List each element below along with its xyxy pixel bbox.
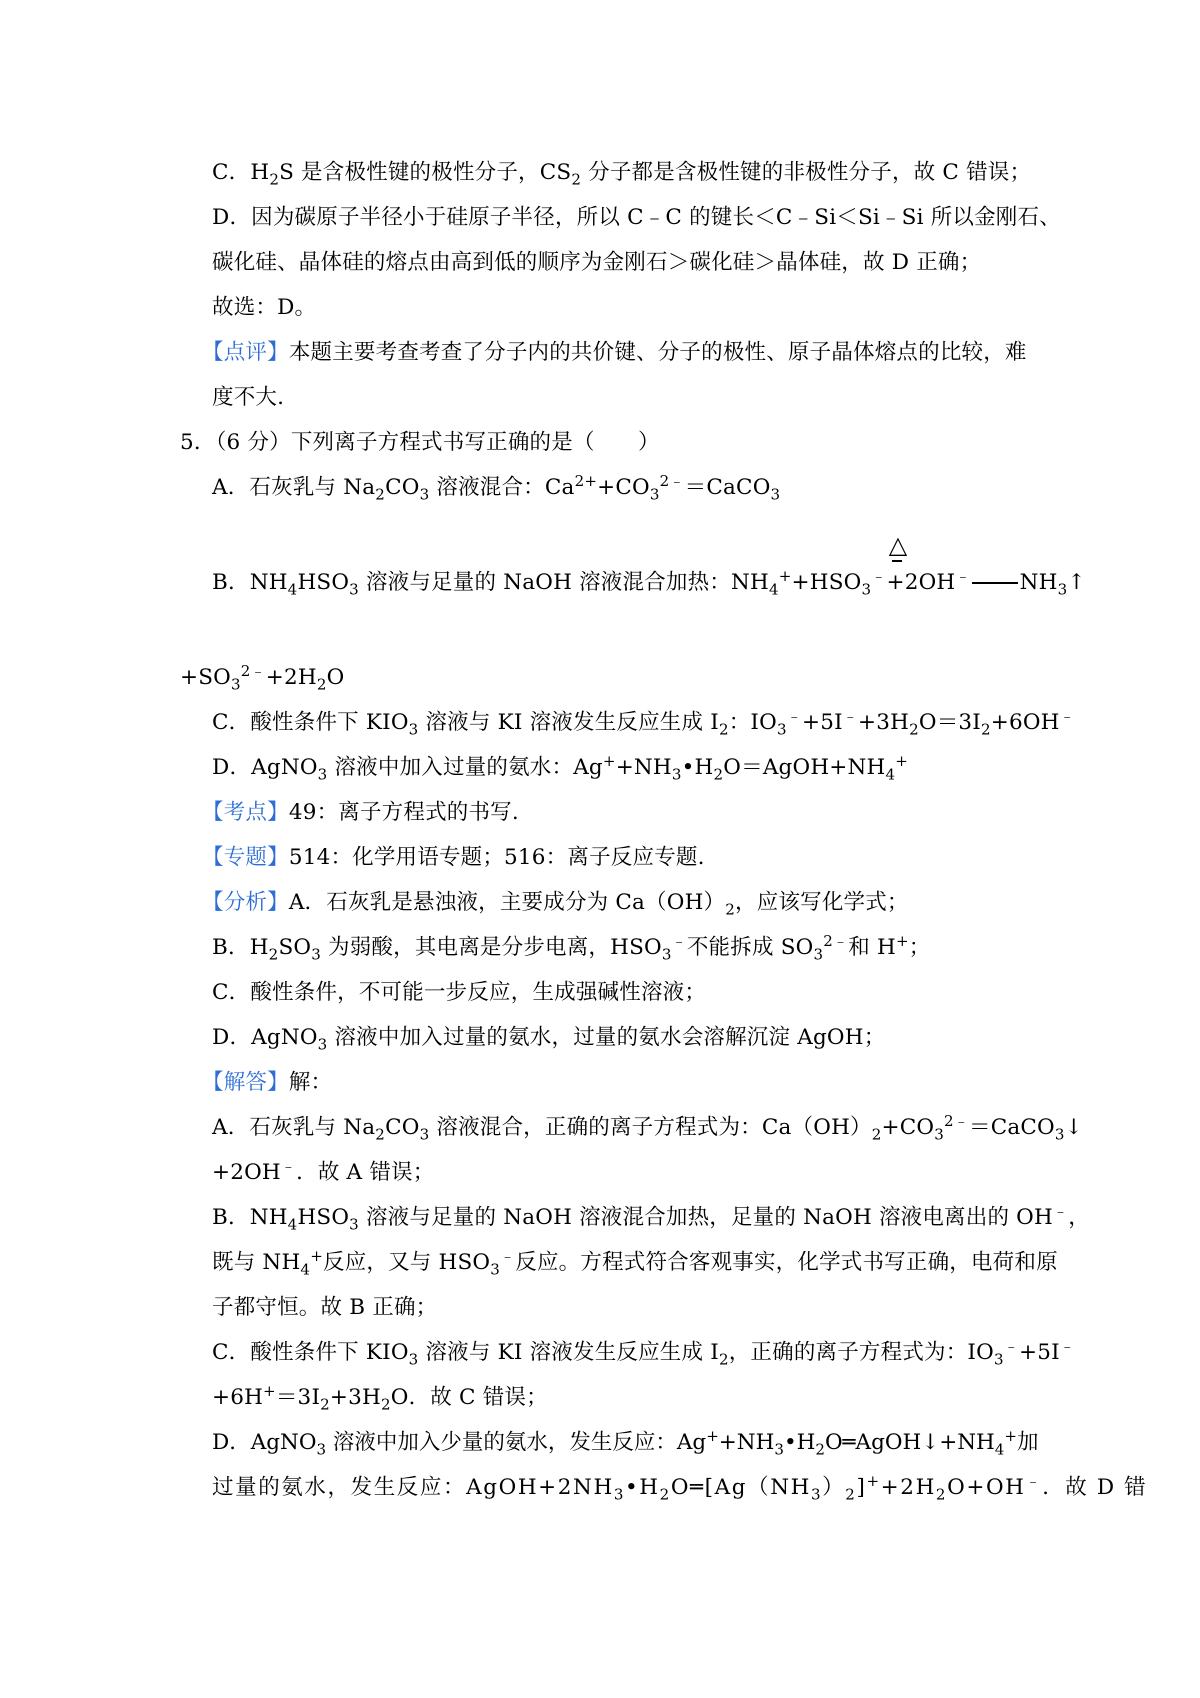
- option-b-cont: $+SO_3^{2﹣}+2H_2O$: [180, 661, 345, 694]
- text-line: 子都守恒。故 B 正确；: [212, 1295, 438, 1320]
- zhuanti-line: 【专题】514：化学用语专题；516：离子反应专题.: [202, 845, 705, 870]
- text-line: A．石灰乳与 $Na_2CO_3$ 溶液混合，正确的离子方程式为：$Ca(OH)_2+CO_3^{2﹣}=CaCO_3↓$: [212, 1111, 1083, 1144]
- text-line: D．AgNO$_3$ 溶液中加入过量的氨水，过量的氨水会溶解沉淀 AgOH；: [212, 1025, 886, 1054]
- option-a: A．石灰乳与 $Na_2CO_3$ 溶液混合：$Ca^{2+}+CO_3^{2﹣}=CaCO_3$: [212, 471, 781, 504]
- question-title: 5．（6 分）下列离子方程式书写正确的是（ ）: [180, 430, 660, 455]
- text-line: 既与 $NH_4^+$反应，又与 $HSO_3^﹣$反应。方程式符合客观事实，化学式书写正确，电荷和原: [212, 1246, 1058, 1279]
- option-b: B．$NH_4HSO_3$ 溶液与足量的 NaOH 溶液混合加热：$NH_4^++HSO_3^﹣+2OH^﹣$ $NH_3↑$: [212, 566, 1086, 599]
- text-line: +2OH﹣．故 A 错误；: [212, 1156, 435, 1185]
- jieda-line: 【解答】解：: [202, 1070, 333, 1095]
- kaodian-line: 【考点】49：离子方程式的书写.: [202, 800, 519, 825]
- text-line: [212, 1426, 1039, 1459]
- text-line: B．$H_2SO_3$ 为弱酸，其电离是分步电离，$HSO_3^﹣$不能拆成 $SO_3^{2﹣}$和 H+；: [212, 931, 931, 964]
- text-line: C．酸性条件，不可能一步反应，生成强碱性溶液；: [212, 980, 707, 1005]
- text-segment: 加: [1016, 1430, 1039, 1455]
- fenxi-line: 【分析】A．石灰乳是悬浊液，主要成分为 $Ca(OH)_2$，应该写化学式；: [202, 890, 909, 919]
- text-line: C．$H_2S$ 是含极性键的极性分子，$CS_2$ 分子都是含极性键的非极性分子，故 C 错误；: [212, 160, 1032, 189]
- heating-symbol-bar: [892, 560, 902, 562]
- option-c: C．酸性条件下 $KIO_3$ 溶液与 KI 溶液发生反应生成 $I_2$：$IO_3^﹣+5I^﹣+3H_2O=3I_2+6OH^﹣$: [212, 706, 1075, 739]
- text-line: 过量的氨水，发生反应：$AgOH+2NH_3•H_2O═[Ag(NH_3)_2]^++2H_2O+OH^﹣$．故 D 错: [212, 1471, 1148, 1504]
- text-line: 度不大.: [212, 385, 285, 410]
- text-segment: D．AgNO$_3$ 溶液中加入少量的氨水，发生反应：$Ag^++NH_3•H_2O═AgOH↓+NH_4^+$: [212, 1426, 1017, 1459]
- text-line: C．酸性条件下 $KIO_3$ 溶液与 KI 溶液发生反应生成 $I_2$，正确的离子方程式为：$IO_3^﹣+5I^﹣$: [212, 1336, 1076, 1369]
- text-line: D．因为碳原子半径小于硅原子半径，所以 C﹣C 的键长＜C﹣Si＜Si﹣Si 所以金刚石、: [212, 205, 1061, 230]
- comment-line: 【点评】本题主要考查考查了分子内的共价键、分子的极性、原子晶体熔点的比较，难: [202, 340, 1027, 365]
- text-line: 故选：D。: [212, 295, 317, 320]
- text-line: B．$NH_4HSO_3$ 溶液与足量的 NaOH 溶液混合加热，足量的 NaOH 溶液电离出的 OH﹣，: [212, 1201, 1090, 1234]
- text-line: $+6H^+=3I_2+3H_2O$．故 C 错误；: [212, 1381, 548, 1414]
- heating-symbol: △: [888, 531, 908, 559]
- option-d: D．AgNO$_3$ 溶液中加入过量的氨水：$Ag^++NH_3•H_2O=AgOH+NH_4^+$: [212, 751, 909, 784]
- text-line: 碳化硅、晶体硅的熔点由高到低的顺序为金刚石＞碳化硅＞晶体硅，故 D 正确；: [212, 250, 982, 275]
